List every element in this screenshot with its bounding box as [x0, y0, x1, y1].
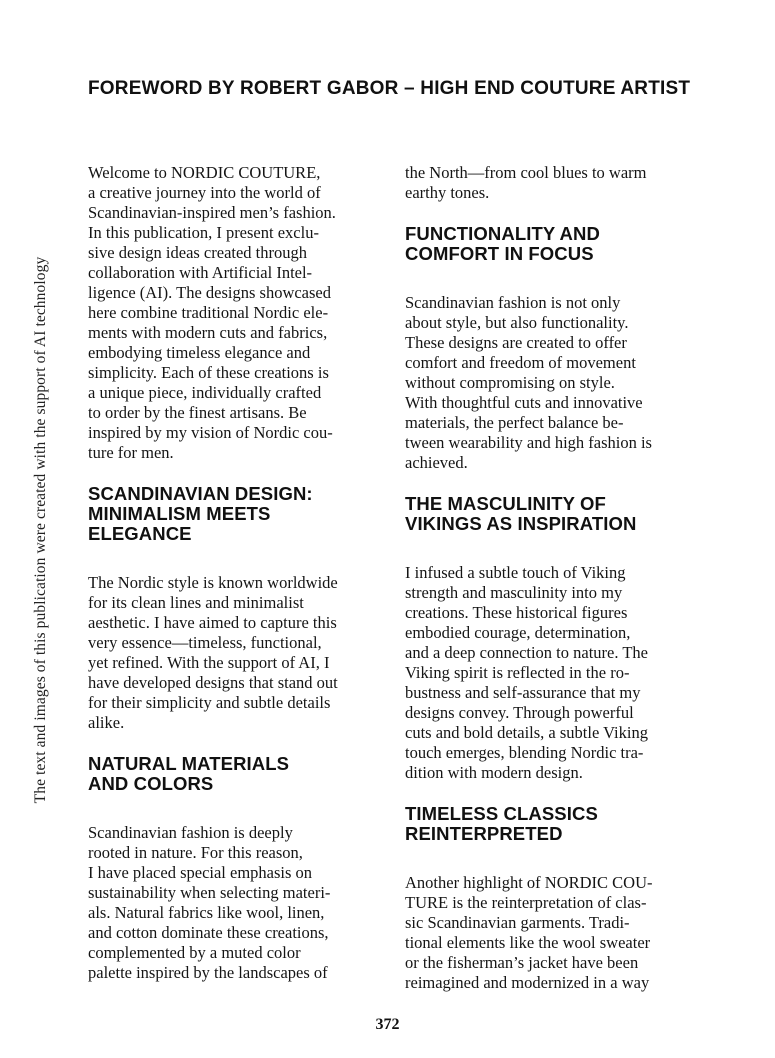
left-column — [88, 163, 378, 983]
section-heading-natural-materials: NATURAL MATERIALS AND COLORS — [88, 753, 290, 794]
section-body-vikings: I infused a subtle touch of Viking strength and masculinity into my creations. These historical figures embodied courage, determination, and a deep connection to nature. The Viking spirit is reflected in the ro- bustness and self-assurance that my designs convey. Through powerful cuts and bold details, a subtle Viking touch emerges, blending Nordic tra- dition with modern design. — [405, 563, 648, 782]
page-title: FOREWORD BY ROBERT GABOR – HIGH END COUTURE ARTIST — [88, 78, 691, 99]
section-heading-scandinavian-design: SCANDINAVIAN DESIGN: MINIMALISM MEETS ELEGANCE — [88, 483, 313, 544]
section-heading-functionality: FUNCTIONALITY AND COMFORT IN FOCUS — [405, 223, 600, 264]
page-number: 372 — [375, 1016, 400, 1033]
section-heading-vikings: THE MASCULINITY OF VIKINGS AS INSPIRATION — [405, 493, 637, 534]
continuation-paragraph: the North—from cool blues to warm earthy tones. — [405, 163, 647, 202]
section-body-timeless-classics: Another highlight of NORDIC COU- TURE is the reinterpretation of clas- sic Scandinavian garments. Tradi- tional elements like the wool sweater or the fisherman’s jacket have been reimagined and modernized in a way — [405, 873, 653, 992]
ai-disclaimer-note: The text and images of this publication were created with the support of AI technology — [32, 256, 49, 804]
right-column — [405, 163, 695, 993]
intro-paragraph: Welcome to NORDIC COUTURE, a creative journey into the world of Scandinavian-inspired men’s fashion. In this publication, I present exclu- sive design ideas created through collaboration with Artificial Intel- ligence (AI). The designs showcased here combine traditional Nordic ele- ments with modern cuts and fabrics, embodying timeless elegance and simplicity. Each of these creations is a unique piece, individually crafted to order by the finest artisans. Be inspired by my vision of Nordic cou- ture for men. — [88, 163, 336, 462]
section-body-natural-materials: Scandinavian fashion is deeply rooted in nature. For this reason, I have placed special emphasis on sustainability when selecting materi- als. Natural fabrics like wool, linen, and cotton dominate these creations, complemented by a muted color palette inspired by the landscapes of — [88, 823, 331, 982]
section-body-scandinavian-design: The Nordic style is known worldwide for its clean lines and minimalist aesthetic. I have aimed to capture this very essence—timeless, functional, yet refined. With the support of AI, I have developed designs that stand out for their simplicity and subtle details alike. — [88, 573, 338, 732]
section-body-functionality: Scandinavian fashion is not only about style, but also functionality. These designs are created to offer comfort and freedom of movement without compromising on style. With thoughtful cuts and innovative materials, the perfect balance be- tween wearability and high fashion is achieved. — [405, 293, 652, 472]
section-heading-timeless-classics: TIMELESS CLASSICS REINTERPRETED — [405, 803, 598, 844]
